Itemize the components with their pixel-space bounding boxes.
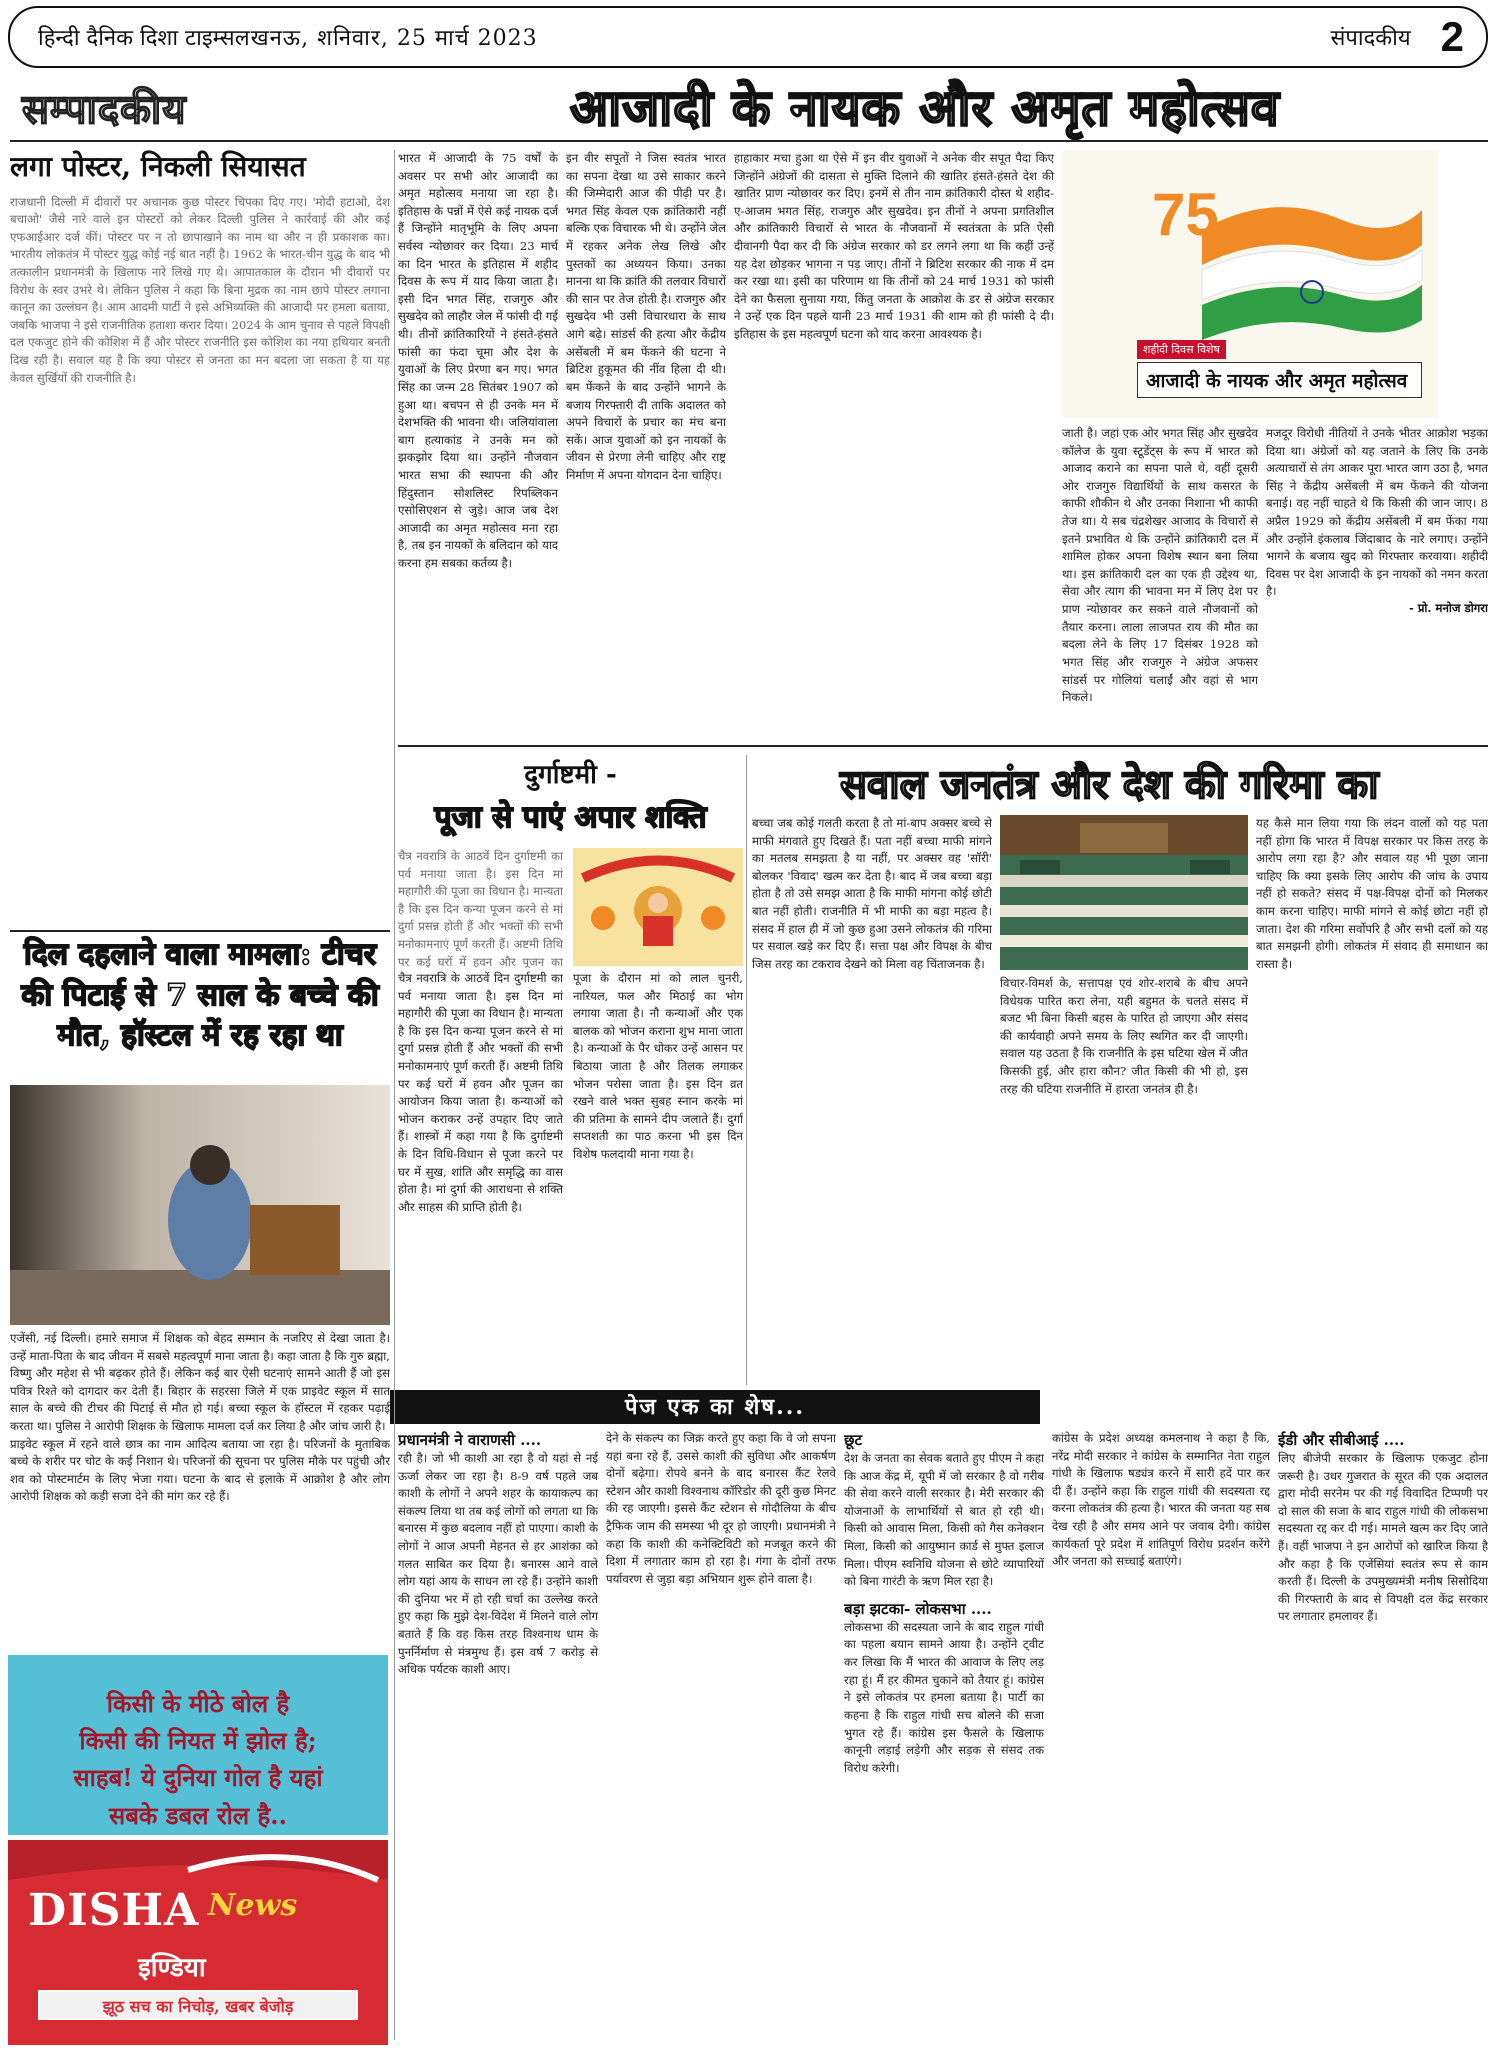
continued-banner: पेज एक का शेष...: [390, 1390, 1040, 1424]
chhoot-col: [844, 1430, 1044, 2045]
martyrs-day-label: शहीदी दिवस विशेष: [1137, 340, 1226, 359]
martyrs-day-image: [1062, 150, 1438, 418]
durgashtami-title-prefix: दुर्गाष्टमी -: [524, 760, 617, 790]
editorial-column-4: [1062, 425, 1258, 705]
pm-varanasi-heading: प्रधानमंत्री ने वाराणसी ....: [398, 1431, 542, 1449]
chhoot-heading: छूट: [844, 1431, 863, 1449]
editorial-text-4: जाती है। जहां एक ओर भगत सिंह और सुखदेव कॉलेज के युवा स्टूडेंट्स के रूप में भारत को आजाद कराने का सपना पाले थे, वहीं दूसरी ओर राजगुरु विद्यार्थियों के साथ कसरत के काफी शौकीन थे और उनका निशाना भी काफी तेज था। ये सब चंद्रशेखर आजाद के विचारों से इतने प्रभावित थे कि उन्होंने क्रांतिकारी दल में शामिल होकर अपना विशेष स्थान बना लिया था। इस क्रांतिकारी दल का एक ही उद्देश्य था, सेवा और त्याग की भावना मन में लिए देश पर प्राण न्योछावर कर सकने वाले नौजवानों को तैयार करना। लाला लाजपत राय की मौत का बदला लेने के लिए 17 दिसंबर 1928 को भगत सिंह और राजगुरु ने अंग्रेज अफसर सांडर्स पर गोलियां चलाईं और वहां से भाग निकले।: [1062, 426, 1258, 705]
child-crouching-photo: [10, 1085, 390, 1325]
democracy-headline: सवाल जनतंत्र और देश की गरिमा का: [840, 761, 1379, 808]
democracy-headline-box: [750, 755, 1490, 815]
democracy-col-c: [1256, 815, 1488, 1385]
editorial-byline: - प्रो. मनोज डोगरा: [1408, 601, 1488, 616]
durgashtami-body-right: पूजा के दौरान मां को लाल चुनरी, नारियल, फल और मिठाई का भोग लगाया जाता है। नौ कन्याओं और एक बालक को भोजन कराना शुभ माना जाता है। कन्याओं के पैर धोकर उन्हें आसन पर बिठाया जाता है और तिलक लगाकर भोजन परोसा जाता है। इस दिन व्रत रखने वाले भक्त सुबह स्नान करके मां की प्रतिमा के सामने दीप जलाते हैं। दुर्गा सप्तशती का पाठ करना भी इस दिन विशेष फलदायी माना गया है।: [573, 971, 743, 1162]
ed-cbi-col: [1278, 1430, 1488, 2045]
durga-image: [573, 848, 743, 966]
durgashtami-intro-text: चैत्र नवरात्रि के आठवें दिन दुर्गाष्टमी का पर्व मनाया जाता है। इस दिन मां महागौरी की पूजा का विधान है। मान्यता है कि इस दिन कन्या पूजन करने से मां दुर्गा प्रसन्न होती हैं और भक्तों की सभी मनोकामनाएं पूर्ण करती हैं। अष्टमी तिथि पर कई घरों में हवन और पूजन का: [398, 849, 563, 968]
martyrs-day-caption: आजादी के नायक और अमृत महोत्सव: [1137, 362, 1422, 398]
pm-varanasi-body-2: देने के संकल्प का जिक्र करते हुए कहा कि वे जो सपना यहां बना रहे हैं, उससे काशी की सुविधा और आकर्षण दोनों बढ़ेगा। रोपवे बनने के बाद बनारस कैंट रेलवे स्टेशन और काशी विश्वनाथ कॉरिडोर की दूरी कुछ मिनट की रह जाएगी। इससे कैंट स्टेशन से गोदौलिया के बीच ट्रैफिक जाम की समस्या भी दूर हो जाएगी। प्रधानमंत्री ने कहा कि काशी की कनेक्टिविटी को मजबूत करने की दिशा में लगातार काम हो रहा है। गंगा के दोनों तरफ पर्यावरण से जुड़ा बड़ा अभियान शुरू होने वाला है।: [606, 1431, 836, 1586]
chhoot-body: देश के जनता का सेवक बताते हुए पीएम ने कहा कि आज केंद्र में, यूपी में जो सरकार है वो गरीब की सेवा करने वाली सरकार है। मेरी सरकार की योजनाओं के लाभार्थियों से बात हो रही थी। किसी को आवास मिला, किसी को गैस कनेक्शन मिला, किसी को आयुष्मान कार्ड से मुफ्त इलाज मिला। पीएम स्वनिधि योजना से छोटे व्यापारियों को बिना गारंटी के ऋण मिल रहा है।: [844, 1451, 1044, 1589]
lok-sabha-heading: बड़ा झटका- लोकसभा ....: [844, 1599, 992, 1618]
ad-brand: DISHA: [28, 1885, 200, 1936]
hostel-story-body-box: [10, 1330, 390, 1650]
main-title: आजादी के नायक और अमृत महोत्सव: [570, 78, 1280, 137]
quote-box: [8, 1655, 388, 1835]
pm-varanasi-col-2: [606, 1430, 836, 2045]
durgashtami-body-left: चैत्र नवरात्रि के आठवें दिन दुर्गाष्टमी का पर्व मनाया जाता है। इस दिन मां महागौरी की पूजा का विधान है। मान्यता है कि इस दिन कन्या पूजन करने से मां दुर्गा प्रसन्न होती हैं और भक्तों की सभी मनोकामनाएं पूर्ण करती हैं। अष्टमी तिथि पर कई घरों में हवन और पूजन का आयोजन किया जाता है। कन्याओं को भोजन कराकर उन्हें उपहार दिए जाते हैं। शास्त्रों में कहा गया है कि दुर्गाष्टमी के दिन विधि-विधान से पूजा करने पर घर में सुख, शांति और समृद्धि का वास होता है। मां दुर्गा की आराधना से शक्ति और साहस की प्राप्ति होती है।: [398, 971, 563, 1214]
quote-line-3: साहब! ये दुनिया गोल है यहां: [73, 1763, 323, 1793]
ad-country: इण्डिया: [138, 1953, 206, 1983]
ed-cbi-body: लिए बीजेपी सरकार के खिलाफ एकजुट होना जरूरी है। उधर गुजरात के सूरत की एक अदालत द्वारा मोदी सरनेम पर की गई विवादित टिप्पणी पर दो साल की सजा के बाद राहुल गांधी की लोकसभा सदस्यता रद्द कर दी गई। मामले खत्म कर दिए जाते हैं। वहीं भाजपा ने इन आरोपों को खारिज किया है और कहा है कि एजेंसियां स्वतंत्र रूप से काम करती हैं। दिल्ली के उपमुख्यमंत्री मनीष सिसोदिया की गिरफ्तारी के बाद से विपक्षी दल केंद्र सरकार पर लगातार हमलावर हैं।: [1278, 1451, 1488, 1624]
rule-left-mid: [10, 930, 390, 932]
hostel-story-body-2: प्राइवेट स्कूल में रहने वाले छात्र का नाम आदित्य बताया जा रहा है। परिजनों के मुताबिक बच्चे के शरीर पर चोट के कई निशान थे। परिजनों की सूचना पर पुलिस मौके पर पहुंची और शव को पोस्टमार्टम के लिए भेजा गया। घटना के बाद से इलाके में आक्रोश है और लोग आरोपी शिक्षक को कड़ी सजा देने की मांग कर रहे हैं।: [10, 1436, 390, 1504]
amrit-75-logo-text: 75: [1152, 181, 1219, 248]
democracy-col-b: [1000, 975, 1248, 1385]
poster-story-body: राजधानी दिल्ली में दीवारों पर अचानक कुछ पोस्टर चिपका दिए गए। 'मोदी हटाओ, देश बचाओ' जैसे नारे वाले इन पोस्टरों को लेकर दिल्ली पुलिस ने कार्रवाई की और कई एफआईआर दर्ज कीं। पोस्टर पर न तो छापाखाने का नाम था और न ही प्रकाशक का। भारतीय लोकतंत्र में पोस्टर युद्ध कोई नई बात नहीं है। 1962 के भारत-चीन युद्ध के बाद भी तत्कालीन प्रधानमंत्री के खिलाफ नारे लिखे गए थे। आपातकाल के दौरान भी दीवारों पर विरोध के स्वर उभरे थे। लेकिन पुलिस ने कहा कि बिना मुद्रक का नाम छापे पोस्टर लगाना कानून का उल्लंघन है। आम आदमी पार्टी ने इसे अभिव्यक्ति की आजादी पर हमला बताया, जबकि भाजपा ने इसे राजनीतिक हताशा करार दिया। 2024 के आम चुनाव से पहले विपक्षी दल एकजुट होने की कोशिश में हैं और पोस्टर राजनीति इस कोशिश का नया हथियार बनती दिख रही है। सवाल यह है कि क्या पोस्टर से जनता का मन बदला जा सकता है या यह केवल सुर्खियों की राजनीति है।: [10, 194, 390, 385]
pm-varanasi-col: [398, 1430, 598, 2045]
newspaper-name: हिन्दी दैनिक दिशा टाइम्स: [38, 26, 235, 51]
disha-news-ad: [8, 1840, 388, 2045]
section-label: सम्पादकीय: [22, 86, 187, 133]
editorial-column-5: [1266, 425, 1488, 705]
quote-line-1: किसी के मीठे बोल है: [106, 1689, 290, 1718]
hostel-story-body: एजेंसी, नई दिल्ली। हमारे समाज में शिक्षक को बेहद सम्मान के नजरिए से देखा जाता है। उन्हें माता-पिता के बाद जीवन में सबसे महत्वपूर्ण माना जाता है। कहा जाता है कि गुरु ब्रह्मा, विष्णु और महेश से भी बढ़कर होते हैं। लेकिन कई बार ऐसी घटनाएं सामने आती हैं जो इस पवित्र रिश्ते को दागदार कर देती हैं। बिहार के सहरसा जिले में एक प्राइवेट स्कूल में सात साल के बच्चे की टीचर की पिटाई से मौत हो गई। बच्चा स्कूल के हॉस्टल में रहकर पढ़ाई करता था। पुलिस ने आरोपी शिक्षक के खिलाफ मामला दर्ज कर लिया है और जांच जारी है।: [10, 1331, 390, 1434]
congress-body: कांग्रेस के प्रदेश अध्यक्ष कमलनाथ ने कहा है कि, नरेंद्र मोदी सरकार ने कांग्रेस के सम्मानित नेता राहुल गांधी के खिलाफ षड्यंत्र करने में सारी हदें पार कर दी हैं। उन्होंने कहा कि राहुल गांधी की सदस्यता रद्द करना लोकतंत्र की हत्या है। भारत की जनता यह सब देख रही है और समय आने पर जवाब देगी। कांग्रेस कार्यकर्ता पूरे प्रदेश में शांतिपूर्ण विरोध प्रदर्शन करेंगे और जनता को सच्चाई बताएंगे।: [1052, 1431, 1270, 1569]
pm-varanasi-body: रही है। जो भी काशी आ रहा है वो यहां से नई ऊर्जा लेकर जा रहा है। 8-9 वर्ष पहले जब काशी के लोगों ने अपने शहर के कायाकल्प का संकल्प लिया था तब कई लोगों को लगता था कि बनारस में कुछ बदलाव नहीं हो पाएगा। काशी के लोगों ने आज अपनी मेहनत से हर आशंका को गलत साबित कर दिया है। बनारस आने वाले लोग यहां आय के साधन ला रहे हैं। उन्होंने काशी की दुनिया भर में हो रही चर्चा का उल्लेख करते हुए कहा कि मुझे देश-विदेश में मिलने वाले लोग बताते हैं कि वह किस तरह विश्वनाथ धाम के पुनर्निर्माण से मंत्रमुग्ध हैं। इस वर्ष 7 करोड़ से अधिक पर्यटक काशी आए।: [398, 1451, 598, 1677]
durga-illustration: [573, 848, 743, 966]
durgashtami-intro: [398, 848, 563, 968]
poster-story-headline: लगा पोस्टर, निकली सियासत: [10, 150, 306, 183]
ed-cbi-heading: ईडी और सीबीआई ....: [1278, 1431, 1405, 1449]
parliament-photo: [1000, 815, 1248, 970]
rule-column-divider-2: [746, 755, 747, 1385]
masthead: [8, 6, 1488, 68]
democracy-text-a: बच्चा जब कोई गलती करता है तो मां-बाप अक्सर बच्चे से माफी मंगवाते हुए दिखते हैं। पता नहीं बच्चा माफी मांगने का मतलब समझता है या नहीं, पर अक्सर वह 'सॉरी' बोलकर 'विवाद' खत्म कर देता है। बाद में जब बच्चा बड़ा होता है तो उसे समझ आता है कि माफी मांगना कोई छोटी बात नहीं होती। राजनीति में भी माफी का बड़ा महत्व है। संसद में हाल ही में जो कुछ हुआ उसने लोकतंत्र की गरिमा पर सवाल खड़े कर दिए हैं। सत्ता पक्ष और विपक्ष के बीच जिस तरह का टकराव देखने को मिला वह चिंताजनक है।: [752, 816, 992, 971]
rule-column-divider: [394, 150, 395, 2040]
durgashtami-title-text: पूजा से पाएं अपार शक्ति: [434, 800, 707, 835]
congress-col: [1052, 1430, 1270, 2045]
ad-tagline: झूठ सच का निचोड़, खबर बेजोड़: [38, 1990, 358, 2020]
durgashtami-col-left: [398, 970, 563, 1390]
editorial-column-3: [734, 150, 1054, 695]
democracy-text-c: यह कैसे मान लिया गया कि लंदन वालों को यह पता नहीं होगा कि भारत में विपक्ष सरकार पर किस तरह के आरोप लगा रहा है? और सवाल यह भी पूछा जाना चाहिए कि क्या इसके लिए आरोप की जांच के उपाय नहीं हो सकते? संसद में पक्ष-विपक्ष दोनों को मिलकर काम करना चाहिए। माफी मांगने से कोई छोटा नहीं हो जाता। देश की गरिमा सर्वोपरि है और सभी दलों को यह बात समझनी होगी। लोकतंत्र में संवाद ही समाधान का रास्ता है।: [1256, 816, 1488, 971]
rule-top: [10, 140, 1488, 142]
poster-story: [10, 150, 390, 930]
hostel-story-headline: दिल दहलाने वाला मामला: टीचर की पिटाई से 7 साल के बच्चे की मौत, हॉस्टल में रह रहा था: [21, 937, 379, 1053]
ad-news: News: [208, 1888, 298, 1923]
quote-line-4: सबके डबल रोल है..: [108, 1800, 287, 1830]
dateline: लखनऊ, शनिवार, 25 मार्च 2023: [234, 26, 538, 51]
durgashtami-col-right: [573, 970, 743, 1390]
hostel-story-headline-box: [10, 935, 390, 1085]
democracy-text-b: विचार-विमर्श के, सत्तापक्ष एवं शोर-शराबे के बीच अपने विधेयक पारित करा लेना, यही बहुमत के चलते संसद में बजट भी बिना किसी बहस के पारित हो जाएगा और संसद की कार्यवाही अपने समय के लिए स्थगित कर दी जाएगी। सवाल यह उठता है कि राजनीति के इस घटिया खेल में जीत किसकी हुई, और हारा कौन? जीत किसी की भी हो, इस तरह की घटिया राजनीति में हारता जनतंत्र ही है।: [1000, 976, 1248, 1096]
lok-sabha-body: लोकसभा की सदस्यता जाने के बाद राहुल गांधी का पहला बयान सामने आया है। उन्होंने ट्वीट कर लिखा कि मैं भारत की आवाज के लिए लड़ रहा हूं। मैं हर कीमत चुकाने को तैयार हूं। कांग्रेस ने इसे लोकतंत्र पर हमला बताया है। पार्टी का कहना है कि राहुल गांधी सच बोलने की सजा भुगत रहे हैं। कांग्रेस इस फैसले के खिलाफ कानूनी लड़ाई लड़ेगी और सड़क से संसद तक विरोध करेगी।: [844, 1619, 1044, 1775]
quote-line-2: किसी की नियत में झोल है;: [79, 1726, 317, 1756]
rule-middle: [398, 745, 1488, 747]
durgashtami-title: [398, 795, 743, 841]
hostel-story-photo: [10, 1085, 390, 1325]
editorial-text-5: मजदूर विरोधी नीतियों ने उनके भीतर आक्रोश भड़का दिया था। अंग्रेजों को यह जताने के लिए कि उनके अत्याचारों से तंग आकर पूरा भारत जाग उठा है, भगत सिंह ने केंद्रीय असेंबली में बम फेंकने की योजना बनाई। वह नहीं चाहते थे कि किसी की जान जाए। 8 अप्रैल 1929 को केंद्रीय असेंबली में बम फेंका गया और उन्होंने इंकलाब जिंदाबाद के नारे लगाए। उन्होंने भागने के बजाय खुद को गिरफ्तार करवाया। शहीदी दिवस पर देश आजादी के इन नायकों को नमन करता है।: [1266, 426, 1488, 599]
page-number: 2: [1440, 13, 1464, 60]
editorial-column-1: [398, 150, 558, 750]
parliament-session-image: [1000, 815, 1248, 970]
page-section: संपादकीय: [1330, 26, 1411, 51]
democracy-col-a: [752, 815, 992, 1385]
editorial-text-2: इन वीर सपूतों ने जिस स्वतंत्र भारत का सपना देखा था उसे साकार करने की जिम्मेदारी आज की पीढ़ी पर है। भगत सिंह केवल एक क्रांतिकारी नहीं बल्कि एक विचारक भी थे। उन्होंने जेल में रहकर अनेक लेख लिखे और पुस्तकों का अध्ययन किया। उनका मानना था कि क्रांति की तलवार विचारों की सान पर तेज होती है। राजगुरु और सुखदेव भी उसी विचारधारा के साथ आगे बढ़े। सांडर्स की हत्या और केंद्रीय असेंबली में बम फेंकने की घटना ने ब्रिटिश हुकूमत की नींव हिला दी थी। बम फेंकने के बाद उन्होंने भागने के बजाय गिरफ्तारी दी ताकि अदालत को अपने विचारों के प्रचार का मंच बना सकें। आज युवाओं को इन नायकों के जीवन से प्रेरणा लेनी चाहिए और राष्ट्र निर्माण में अपना योगदान देना चाहिए।: [566, 151, 726, 482]
editorial-text-1: भारत में आजादी के 75 वर्षों के अवसर पर सभी ओर आजादी का अमृत महोत्सव मनाया जा रहा है। इतिहास के पन्नों में ऐसे कई नायक दर्ज हैं जिन्होंने मातृभूमि के लिए अपना सर्वस्व न्योछावर कर दिया। 23 मार्च का दिन भारत के इतिहास में शहीद दिवस के रूप में याद किया जाता है। इसी दिन भगत सिंह, राजगुरु और सुखदेव को लाहौर जेल में फांसी दी गई थी। तीनों क्रांतिकारियों ने हंसते-हंसते फांसी का फंदा चूमा और देश के युवाओं के लिए प्रेरणा बन गए। भगत सिंह का जन्म 28 सितंबर 1907 को हुआ था। बचपन से ही उनके मन में देशभक्ति की भावना थी। जलियांवाला बाग हत्याकांड ने उनके मन को झकझोर दिया था। उन्होंने नौजवान भारत सभा की स्थापना की और हिंदुस्तान सोशलिस्ट रिपब्लिकन एसोसिएशन से जुड़े। आज जब देश आजादी का अमृत महोत्सव मना रहा है, तब इन नायकों के बलिदान को याद करना हम सबका कर्तव्य है।: [398, 151, 558, 571]
editorial-column-2: [566, 150, 726, 695]
editorial-text-3: हाहाकार मचा हुआ था ऐसे में इन वीर युवाओं ने अनेक वीर सपूत पैदा किए जिन्होंने अंग्रेजों की दासता से मुक्ति दिलाने की खातिर हंसते-हंसते देश की खातिर प्राण न्योछावर कर दिए। इनमें से तीन नाम क्रांतिकारी दोस्त थे शहीद-ए-आजम भगत सिंह, राजगुरु और सुखदेव। इन तीनों ने अपना प्रगतिशील और क्रांतिकारी विचारों से भारत के नौजवानों में स्वतंत्रता के प्रति ऐसी दीवानगी पैदा कर दी कि अंग्रेज सरकार को डर लगने लगा था कि कहीं उन्हें यह देश छोड़कर भागना न पड़ जाए। तीनों ने ब्रिटिश सरकार की नाक में दम कर रखा था। इसी का परिणाम था कि तीनों को 24 मार्च 1931 को फांसी देने का फैसला सुनाया गया, किंतु जनता के आक्रोश के डर से अंग्रेज सरकार ने उन्हें एक दिन पहले यानी 23 मार्च 1931 की शाम को ही फांसी दे दी। इतिहास के इस महत्वपूर्ण घटना को याद करना आवश्यक है।: [734, 151, 1054, 342]
durgashtami-prefix: [398, 755, 743, 795]
